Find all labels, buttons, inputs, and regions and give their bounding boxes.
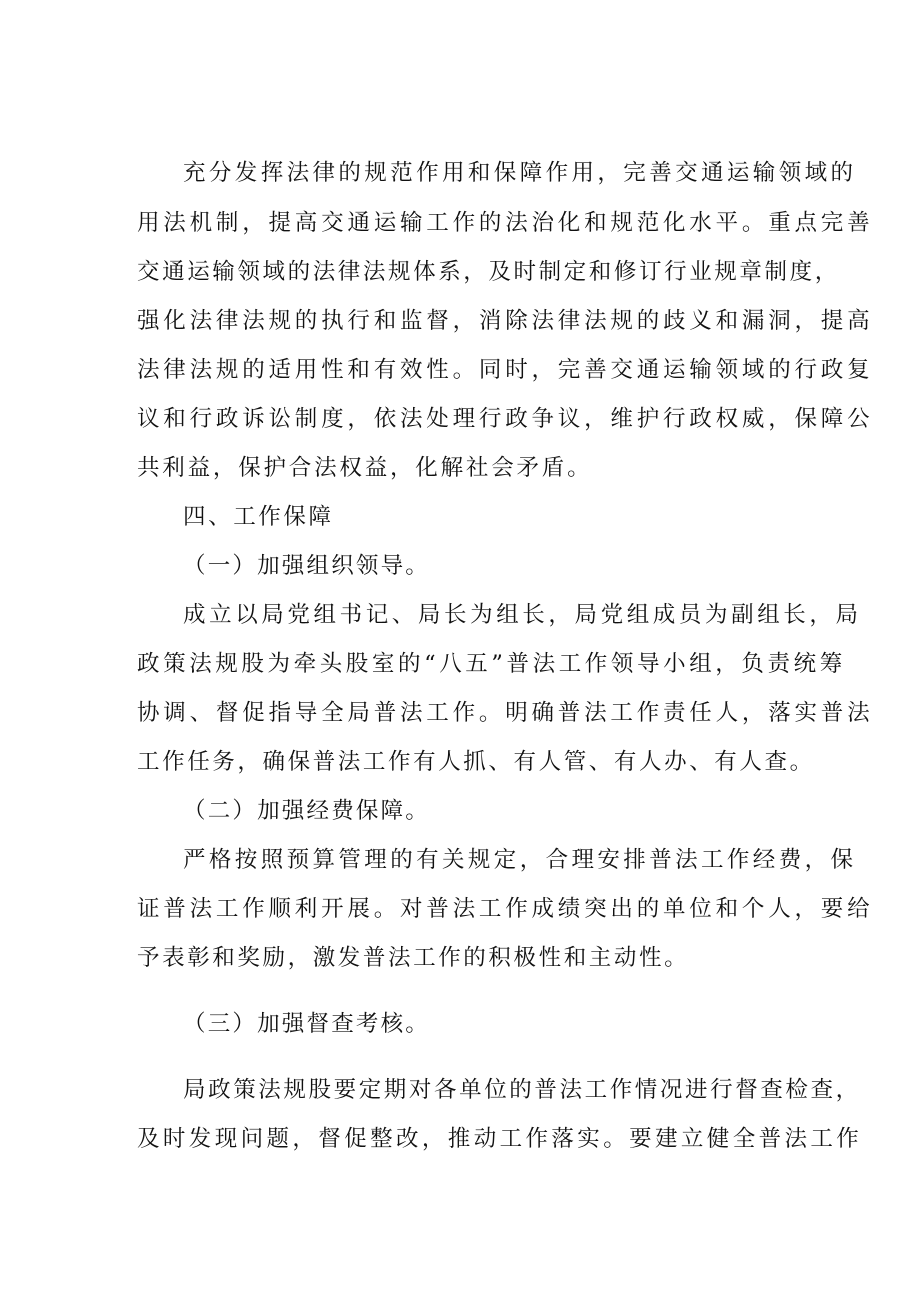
- subsection-heading: （一）加强组织领导。: [183, 553, 431, 579]
- paragraph-line: 协调、督促指导全局普法工作。明确普法工作责任人，落实普法: [137, 700, 874, 726]
- section-heading: 四、工作保障: [183, 504, 334, 530]
- paragraph-line: 共利益，保护合法权益，化解社会矛盾。: [137, 455, 593, 481]
- paragraph-line: 予表彰和奖励，激发普法工作的积极性和主动性。: [137, 945, 690, 971]
- paragraph-line: 政策法规股为牵头股室的“八五”普法工作领导小组，负责统筹: [137, 651, 846, 677]
- paragraph-line: 用法机制，提高交通运输工作的法治化和规范化水平。重点完善: [137, 210, 874, 236]
- paragraph-line: 强化法律法规的执行和监督，消除法律法规的歧义和漏洞，提高: [137, 308, 874, 334]
- subsection-heading: （三）加强督查考核。: [183, 1011, 431, 1037]
- paragraph-line: 充分发挥法律的规范作用和保障作用，完善交通运输领域的: [183, 160, 857, 186]
- paragraph-line: 成立以局党组书记、局长为组长，局党组成员为副组长，局: [183, 602, 862, 628]
- paragraph-line: 严格按照预算管理的有关规定，合理安排普法工作经费，保: [183, 847, 857, 873]
- paragraph-line: 局政策法规股要定期对各单位的普法工作情况进行督查检查，: [183, 1077, 861, 1103]
- paragraph-line: 证普法工作顺利开展。对普法工作成绩突出的单位和个人，要给: [137, 896, 874, 922]
- paragraph-line: 工作任务，确保普法工作有人抓、有人管、有人办、有人查。: [137, 749, 815, 775]
- paragraph-line: 法律法规的适用性和有效性。同时，完善交通运输领域的行政复: [137, 357, 874, 383]
- paragraph-line: 交通运输领域的法律法规体系，及时制定和修订行业规章制度，: [137, 259, 840, 285]
- paragraph-line: 及时发现问题，督促整改，推动工作落实。要建立健全普法工作: [137, 1126, 863, 1152]
- subsection-heading: （二）加强经费保障。: [183, 798, 431, 824]
- paragraph-line: 议和行政诉讼制度，依法处理行政争议，维护行政权威，保障公: [137, 406, 874, 432]
